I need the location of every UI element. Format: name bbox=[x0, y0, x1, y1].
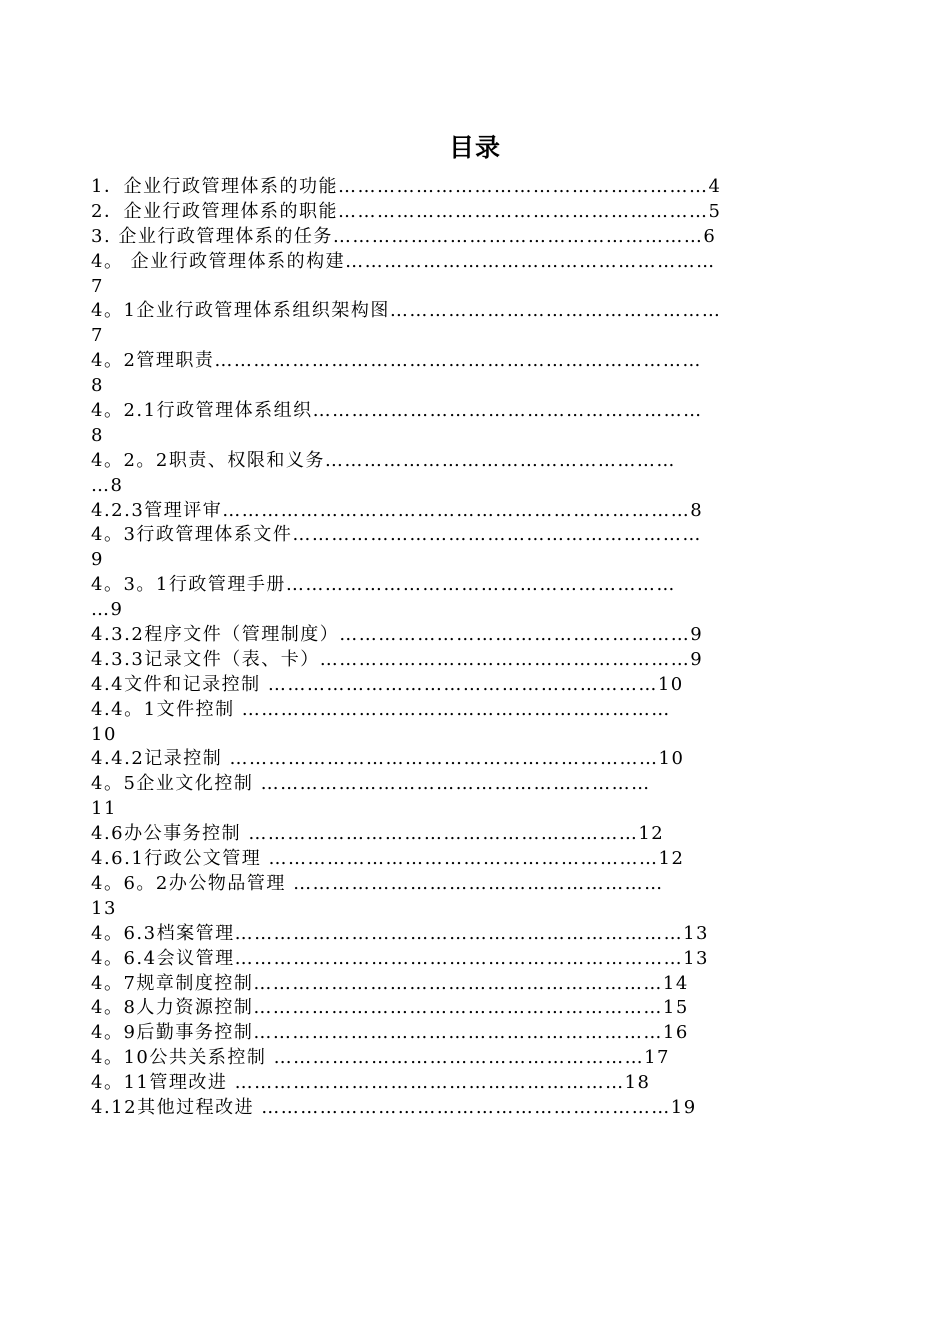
toc-line[interactable]: 4。9后勤事务控制………………………………………………………16 bbox=[91, 1022, 689, 1044]
toc-line[interactable]: 4。2.1行政管理体系组织…………………………………………………… bbox=[91, 400, 703, 422]
toc-line[interactable]: 3. 企业行政管理体系的任务…………………………………………………6 bbox=[91, 225, 717, 247]
toc-line[interactable]: 8 bbox=[91, 375, 104, 397]
table-of-contents bbox=[91, 175, 871, 1121]
toc-line[interactable]: 4.4文件和记录控制 ……………………………………………………10 bbox=[91, 673, 684, 695]
toc-line[interactable]: 4。 企业行政管理体系的构建………………………………………………… bbox=[91, 250, 716, 272]
toc-line[interactable]: 1．企业行政管理体系的功能…………………………………………………4 bbox=[91, 176, 722, 197]
toc-line[interactable]: 9 bbox=[91, 549, 104, 571]
toc-line[interactable]: 4。11管理改进 ……………………………………………………18 bbox=[91, 1072, 651, 1094]
toc-line[interactable]: 4。2。2职责、权限和义务……………………………………………… bbox=[91, 449, 676, 471]
toc-line[interactable]: 4.2.3管理评审………………………………………………………………8 bbox=[91, 499, 704, 521]
toc-line[interactable]: 4。5企业文化控制 …………………………………………………… bbox=[91, 773, 651, 795]
toc-line[interactable]: 4。2管理职责………………………………………………………………… bbox=[91, 350, 702, 372]
toc-line[interactable]: 4。8人力资源控制………………………………………………………15 bbox=[91, 997, 689, 1019]
toc-line[interactable]: 4.3.3记录文件（表、卡）…………………………………………………9 bbox=[91, 648, 704, 670]
toc-line[interactable]: 4.4.2记录控制 …………………………………………………………10 bbox=[91, 748, 685, 770]
toc-line[interactable]: 7 bbox=[91, 275, 104, 297]
toc-line[interactable]: 4.12其他过程改进 ………………………………………………………19 bbox=[91, 1096, 697, 1118]
toc-title: 目录 bbox=[448, 133, 501, 162]
toc-line[interactable]: 4.6.1行政公文管理 ……………………………………………………12 bbox=[91, 848, 685, 870]
toc-line[interactable]: 2．企业行政管理体系的职能…………………………………………………5 bbox=[91, 200, 722, 222]
toc-line[interactable]: 8 bbox=[91, 424, 104, 446]
toc-line[interactable]: 4。7规章制度控制………………………………………………………14 bbox=[91, 972, 689, 994]
toc-line[interactable]: 4。3。1行政管理手册…………………………………………………… bbox=[91, 574, 676, 596]
toc-line[interactable]: 4.4。1文件控制 ………………………………………………………… bbox=[91, 698, 671, 720]
toc-line[interactable]: 4。6。2办公物品管理 ………………………………………………… bbox=[91, 872, 664, 894]
toc-line[interactable]: 7 bbox=[91, 325, 104, 347]
toc-line[interactable]: 4。10公共关系控制 …………………………………………………17 bbox=[91, 1047, 670, 1069]
toc-line[interactable]: …8 bbox=[91, 474, 124, 496]
toc-line[interactable]: 4.3.2程序文件（管理制度）………………………………………………9 bbox=[91, 624, 704, 646]
toc-line[interactable]: 4。1企业行政管理体系组织架构图…………………………………………… bbox=[91, 300, 722, 322]
toc-line[interactable]: 4.6办公事务控制 ……………………………………………………12 bbox=[91, 823, 665, 845]
toc-line[interactable]: 11 bbox=[91, 798, 117, 820]
toc-line[interactable]: …9 bbox=[91, 599, 124, 621]
toc-line[interactable]: 4。6.4会议管理……………………………………………………………13 bbox=[91, 947, 709, 969]
toc-line[interactable]: 10 bbox=[91, 723, 117, 745]
toc-line[interactable]: 4。6.3档案管理……………………………………………………………13 bbox=[91, 922, 709, 944]
toc-line[interactable]: 13 bbox=[91, 897, 117, 919]
toc-line[interactable]: 4。3行政管理体系文件……………………………………………………… bbox=[91, 524, 702, 546]
